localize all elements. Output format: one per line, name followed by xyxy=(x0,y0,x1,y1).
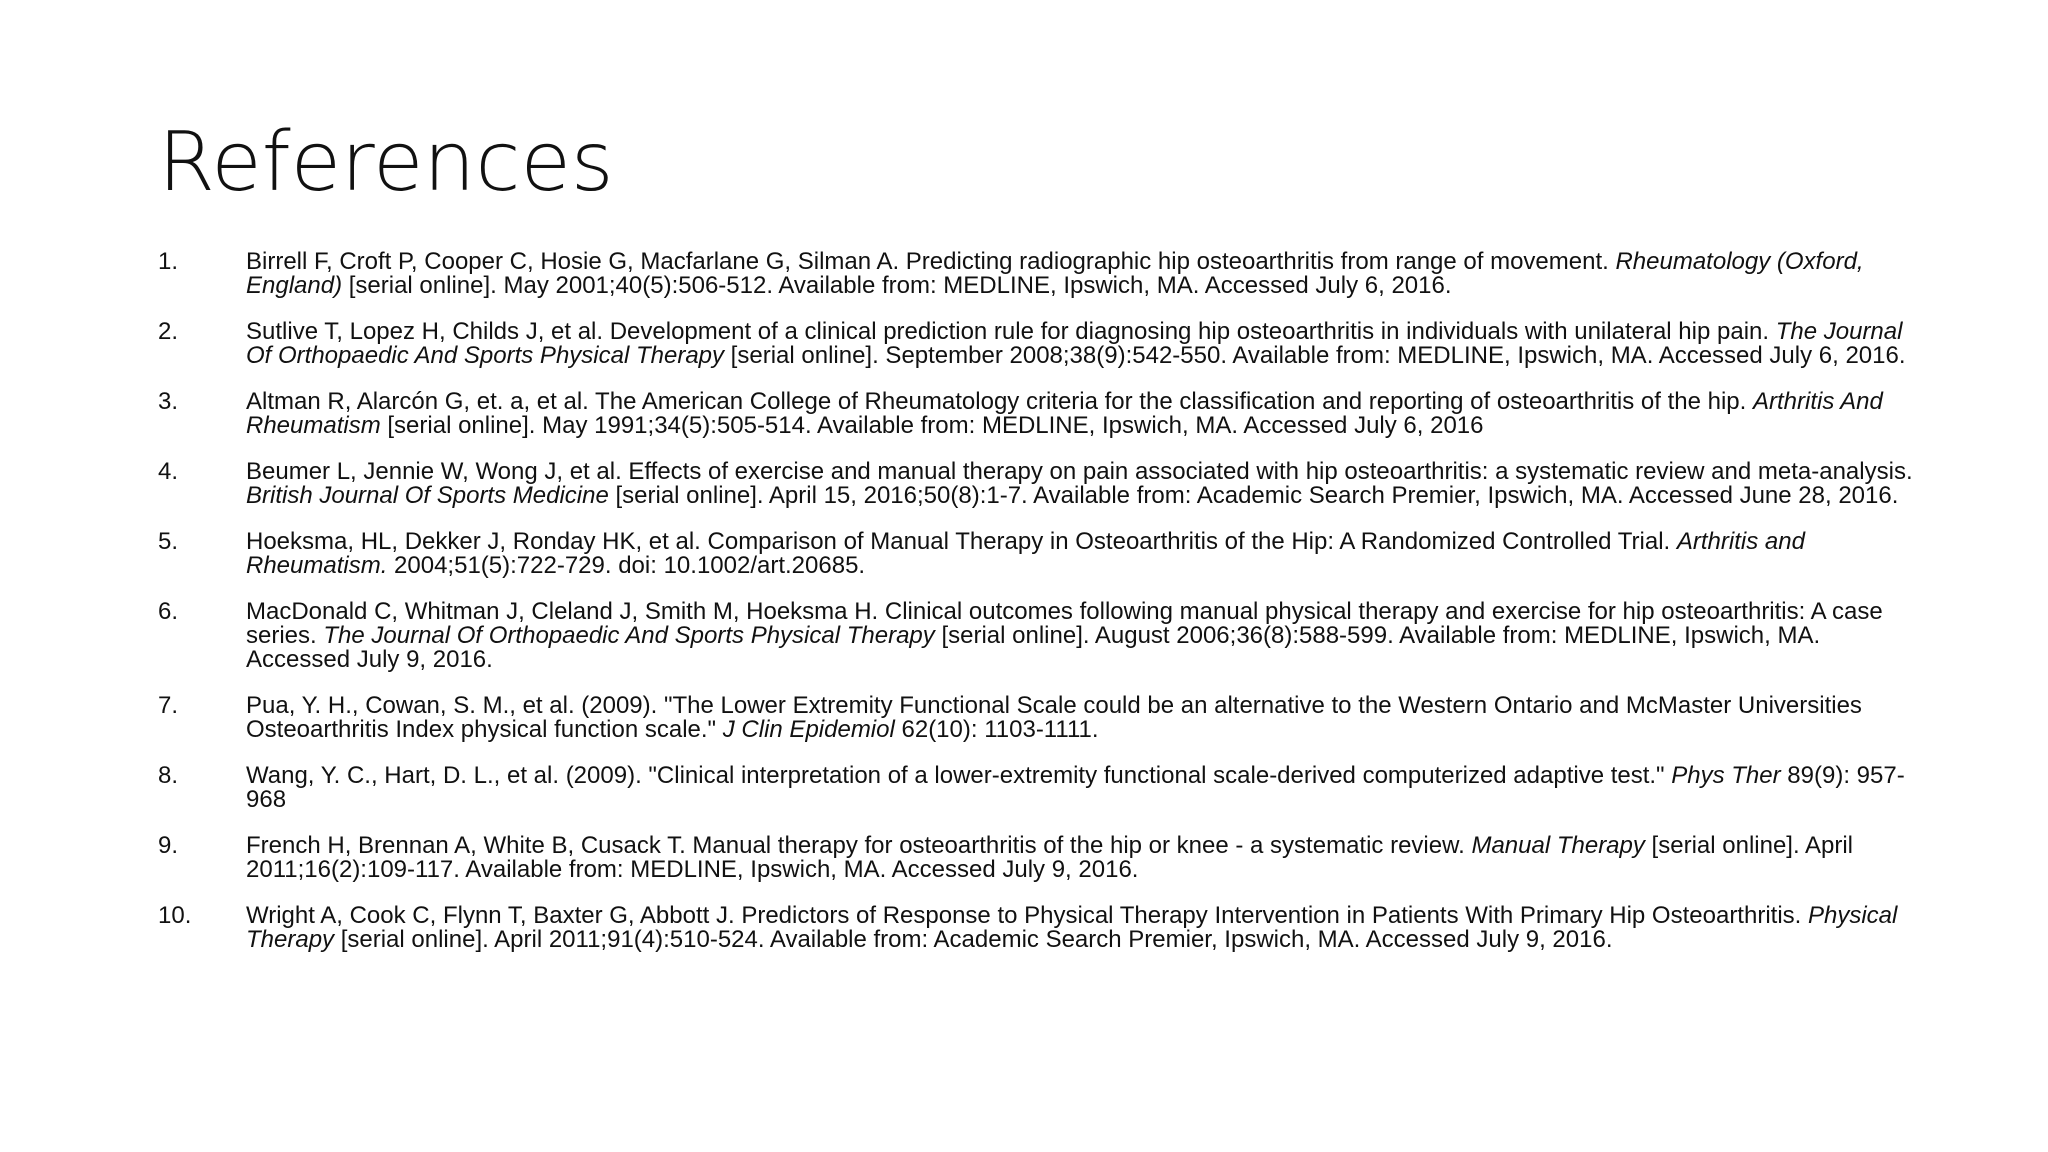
reference-item xyxy=(158,530,1918,578)
reference-number: 6. xyxy=(158,598,179,625)
reference-text xyxy=(246,694,1918,742)
reference-item xyxy=(158,460,1918,508)
reference-number: 9. xyxy=(158,832,179,859)
reference-text xyxy=(246,764,1918,812)
reference-citation: Hoeksma, HL, Dekker J, Ronday HK, et al. Comparison of Manual Therapy in Osteoarthritis of the Hip: A Randomized Controlled Trial. xyxy=(246,528,1677,555)
reference-item xyxy=(158,834,1918,882)
reference-citation: MacDonald C, Whitman J, Cleland J, Smith M, Hoeksma H. Clinical outcomes following manual physical therapy and exercise for hip osteoarthritis: A case series. xyxy=(246,598,1883,649)
reference-journal: J Clin Epidemiol xyxy=(722,716,895,743)
reference-item xyxy=(158,390,1918,438)
reference-citation: Sutlive T, Lopez H, Childs J, et al. Development of a clinical prediction rule for diagnosing hip osteoarthritis in individuals with unilateral hip pain. xyxy=(246,318,1776,345)
reference-details: [serial online]. September 2008;38(9):542-550. Available from: MEDLINE, Ipswich, MA. Accessed July 6, 2016. xyxy=(724,342,1906,369)
reference-details: 89(9): 957-968 xyxy=(246,762,1905,813)
reference-journal: Rheumatology (Oxford, England) xyxy=(246,248,1864,299)
reference-text xyxy=(246,250,1918,298)
reference-number: 2. xyxy=(158,318,179,345)
reference-number: 10. xyxy=(158,902,192,929)
reference-citation: Beumer L, Jennie W, Wong J, et al. Effects of exercise and manual therapy on pain associated with hip osteoarthritis: a systematic review and meta-analysis. xyxy=(246,458,1913,485)
reference-text xyxy=(246,390,1918,438)
reference-citation: Birrell F, Croft P, Cooper C, Hosie G, Macfarlane G, Silman A. Predicting radiographic hip osteoarthritis from range of movement. xyxy=(246,248,1616,275)
reference-journal: Arthritis And Rheumatism xyxy=(246,388,1883,439)
reference-text xyxy=(246,834,1918,882)
reference-citation: French H, Brennan A, White B, Cusack T. Manual therapy for osteoarthritis of the hip or knee - a systematic review. xyxy=(246,832,1472,859)
reference-text xyxy=(246,600,1918,672)
reference-details: 62(10): 1103-1111. xyxy=(894,716,1099,743)
reference-number: 1. xyxy=(158,248,179,275)
reference-details: 2004;51(5):722-729. doi: 10.1002/art.20685. xyxy=(387,552,866,579)
reference-item xyxy=(158,600,1918,672)
reference-text xyxy=(246,460,1918,508)
reference-citation: Pua, Y. H., Cowan, S. M., et al. (2009). "The Lower Extremity Functional Scale could be an alternative to the Western Ontario and McMaster Universities Osteoarthritis Index physical function scale." xyxy=(246,692,1862,743)
reference-number: 8. xyxy=(158,762,179,789)
reference-item xyxy=(158,904,1918,952)
page-title: References xyxy=(158,115,614,210)
reference-journal: Manual Therapy xyxy=(1471,832,1645,859)
reference-number: 5. xyxy=(158,528,179,555)
reference-citation: Wang, Y. C., Hart, D. L., et al. (2009). "Clinical interpretation of a lower-extremity functional scale-derived computerized adaptive test." xyxy=(246,762,1672,789)
reference-number: 7. xyxy=(158,692,179,719)
reference-journal: Physical Therapy xyxy=(246,902,1898,953)
reference-text xyxy=(246,904,1918,952)
reference-citation: Altman R, Alarcón G, et. a, et al. The American College of Rheumatology criteria for the classification and reporting of osteoarthritis of the hip. xyxy=(246,388,1753,415)
reference-details: [serial online]. April 2011;91(4):510-524. Available from: Academic Search Premier, Ipswich, MA. Accessed July 9, 2016. xyxy=(334,926,1613,953)
reference-details: [serial online]. May 2001;40(5):506-512. Available from: MEDLINE, Ipswich, MA. Accessed July 6, 2016. xyxy=(342,272,1452,299)
reference-details: [serial online]. April 15, 2016;50(8):1-7. Available from: Academic Search Premier, Ipswich, MA. Accessed June 28, 2016. xyxy=(608,482,1899,509)
reference-text xyxy=(246,320,1918,368)
reference-details: [serial online]. April 2011;16(2):109-117. Available from: MEDLINE, Ipswich, MA. Accessed July 9, 2016. xyxy=(246,832,1853,883)
reference-details: [serial online]. May 1991;34(5):505-514. Available from: MEDLINE, Ipswich, MA. Accessed July 6, 2016 xyxy=(380,412,1484,439)
reference-item xyxy=(158,694,1918,742)
reference-journal: British Journal Of Sports Medicine xyxy=(246,482,609,509)
reference-journal: The Journal Of Orthopaedic And Sports Physical Therapy xyxy=(246,318,1903,369)
reference-item xyxy=(158,250,1918,298)
reference-journal: The Journal Of Orthopaedic And Sports Physical Therapy xyxy=(323,622,935,649)
reference-details: [serial online]. August 2006;36(8):588-599. Available from: MEDLINE, Ipswich, MA. Accessed July 9, 2016. xyxy=(246,622,1821,673)
reference-list xyxy=(158,250,1918,974)
reference-number: 4. xyxy=(158,458,179,485)
reference-citation: Wright A, Cook C, Flynn T, Baxter G, Abbott J. Predictors of Response to Physical Therapy Intervention in Patients With Primary Hip Osteoarthritis. xyxy=(246,902,1808,929)
reference-number: 3. xyxy=(158,388,179,415)
reference-item xyxy=(158,764,1918,812)
reference-journal: Arthritis and Rheumatism. xyxy=(246,528,1805,579)
reference-journal: Phys Ther xyxy=(1671,762,1781,789)
reference-text xyxy=(246,530,1918,578)
reference-item xyxy=(158,320,1918,368)
